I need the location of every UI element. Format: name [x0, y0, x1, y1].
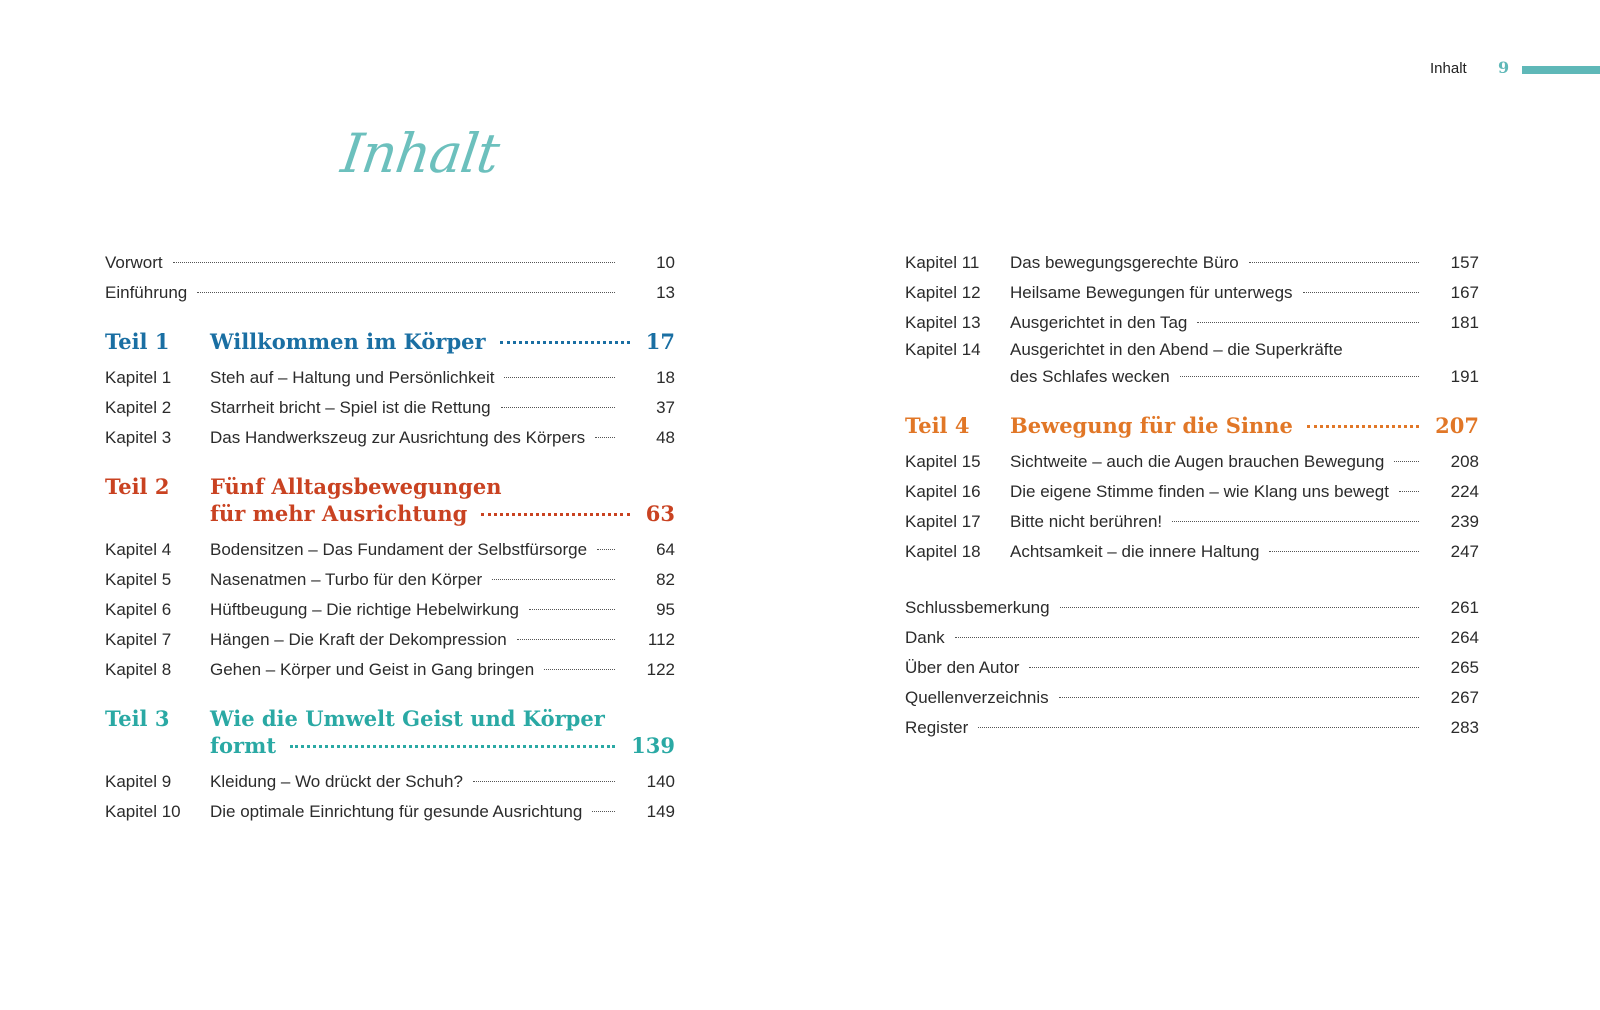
entry-page: 261 [1450, 598, 1479, 617]
chapter-page: 95 [656, 600, 675, 619]
toc-entry-schlussbemerkung[interactable] [905, 593, 1479, 623]
part-page: 207 [1435, 413, 1479, 438]
chapter-label: Kapitel 10 [105, 802, 181, 821]
dot-leader [595, 436, 615, 438]
dot-leader [1180, 375, 1419, 377]
chapter-title: Die optimale Einrichtung für gesunde Ausrichtung [210, 802, 583, 821]
toc-part-2[interactable] [105, 473, 675, 527]
part-title: Bewegung für die Sinne [1010, 413, 1293, 438]
chapter-title-line1: Ausgerichtet in den Abend – die Superkräfte [1010, 340, 1343, 359]
toc-chapter-15[interactable] [905, 447, 1479, 477]
toc-chapter-17[interactable] [905, 507, 1479, 537]
chapter-page: 149 [646, 802, 675, 821]
chapter-label: Kapitel 16 [905, 482, 981, 501]
dot-leader [1060, 606, 1419, 608]
toc-chapter-6[interactable] [105, 595, 675, 625]
dot-leader [955, 636, 1419, 638]
chapter-page: 18 [656, 368, 675, 387]
toc-part-1[interactable] [105, 328, 675, 355]
entry-label: Vorwort [105, 253, 163, 272]
toc-entry-quellenverzeichnis[interactable] [905, 683, 1479, 713]
chapter-label: Kapitel 12 [905, 283, 981, 302]
toc-chapter-11[interactable] [905, 248, 1479, 278]
toc-entry-einfuehrung[interactable] [105, 278, 675, 308]
toc-chapter-18[interactable] [905, 537, 1479, 567]
part-title: Willkommen im Körper [210, 329, 486, 354]
chapter-page: 239 [1450, 512, 1479, 531]
dot-leader [517, 638, 615, 640]
chapter-label: Kapitel 3 [105, 428, 172, 447]
toc-chapter-5[interactable] [105, 565, 675, 595]
chapter-title: Hängen – Die Kraft der Dekompression [210, 630, 507, 649]
chapter-label: Kapitel 14 [905, 340, 981, 359]
dot-leader [1172, 520, 1419, 522]
entry-page: 283 [1450, 718, 1479, 737]
part-page: 63 [645, 501, 675, 526]
entry-label: Dank [905, 628, 945, 647]
dot-leader [492, 578, 615, 580]
chapter-label: Kapitel 13 [905, 313, 981, 332]
chapter-title: Hüftbeugung – Die richtige Hebelwirkung [210, 600, 520, 619]
page-title: Inhalt [337, 122, 503, 185]
chapter-title: Die eigene Stimme finden – wie Klang uns bewegt [1010, 482, 1389, 501]
chapter-label: Kapitel 17 [905, 512, 981, 531]
chapter-label: Kapitel 6 [105, 600, 172, 619]
chapter-title: Starrheit bricht – Spiel ist die Rettung [210, 398, 491, 417]
chapter-title: Gehen – Körper und Geist in Gang bringen [210, 660, 535, 679]
chapter-label: Kapitel 9 [105, 772, 172, 791]
part-page: 17 [645, 329, 675, 354]
chapter-title: Steh auf – Haltung und Persönlichkeit [210, 368, 495, 387]
chapter-title: Sichtweite – auch die Augen brauchen Bewegung [1010, 452, 1385, 471]
dot-leader [1307, 425, 1419, 428]
toc-chapter-12[interactable] [905, 278, 1479, 308]
toc-right-column [905, 248, 1479, 743]
chapter-title: Das Handwerkszeug zur Ausrichtung des Körpers [210, 428, 586, 447]
running-head: Inhalt [1430, 60, 1467, 77]
toc-chapter-2[interactable] [105, 393, 675, 423]
toc-entry-ueber-den-autor[interactable] [905, 653, 1479, 683]
chapter-label: Kapitel 7 [105, 630, 172, 649]
toc-entry-register[interactable] [905, 713, 1479, 743]
chapter-title: Kleidung – Wo drückt der Schuh? [210, 772, 463, 791]
toc-chapter-14[interactable] [905, 338, 1479, 392]
chapter-label: Kapitel 1 [105, 368, 172, 387]
dot-leader [978, 726, 1419, 728]
chapter-title: Heilsame Bewegungen für unterwegs [1010, 283, 1293, 302]
chapter-title: Bodensitzen – Das Fundament der Selbstfürsorge [210, 540, 588, 559]
entry-label: Über den Autor [905, 658, 1020, 677]
part-label: Teil 1 [105, 329, 170, 354]
dot-leader [1399, 490, 1419, 492]
toc-chapter-7[interactable] [105, 625, 675, 655]
chapter-label: Kapitel 15 [905, 452, 981, 471]
part-title-line2: formt [210, 733, 277, 758]
chapter-page: 208 [1450, 452, 1479, 471]
part-label: Teil 3 [105, 706, 170, 731]
chapter-title: Nasenatmen – Turbo für den Körper [210, 570, 483, 589]
toc-chapter-16[interactable] [905, 477, 1479, 507]
toc-entry-dank[interactable] [905, 623, 1479, 653]
dot-leader [1269, 550, 1419, 552]
dot-leader [544, 668, 615, 670]
chapter-label: Kapitel 2 [105, 398, 172, 417]
chapter-title: Achtsamkeit – die innere Haltung [1010, 542, 1260, 561]
chapter-page: 167 [1450, 283, 1479, 302]
dot-leader [592, 810, 615, 812]
toc-chapter-13[interactable] [905, 308, 1479, 338]
toc-chapter-1[interactable] [105, 363, 675, 393]
chapter-label: Kapitel 18 [905, 542, 981, 561]
entry-label: Schlussbemerkung [905, 598, 1050, 617]
dot-leader [504, 376, 615, 378]
entry-page: 264 [1450, 628, 1479, 647]
toc-chapter-10[interactable] [105, 797, 675, 827]
chapter-label: Kapitel 11 [905, 253, 980, 272]
part-title-line1: Wie die Umwelt Geist und Körper [210, 706, 605, 731]
chapter-page: 37 [656, 398, 675, 417]
toc-left-column [105, 248, 675, 827]
chapter-page: 247 [1450, 542, 1479, 561]
entry-page: 267 [1450, 688, 1479, 707]
toc-entry-vorwort[interactable] [105, 248, 675, 278]
part-title-line1: Fünf Alltagsbewegungen [210, 474, 502, 499]
chapter-title: Das bewegungsgerechte Büro [1010, 253, 1239, 272]
entry-page: 10 [656, 253, 675, 272]
dot-leader [500, 341, 630, 344]
part-page: 139 [631, 733, 675, 758]
dot-leader [1029, 666, 1419, 668]
chapter-page: 82 [656, 570, 675, 589]
chapter-page: 112 [647, 630, 675, 649]
page-number: 9 [1498, 58, 1510, 77]
chapter-page: 64 [656, 540, 675, 559]
chapter-page: 48 [656, 428, 675, 447]
dot-leader [1249, 261, 1419, 263]
dot-leader [1394, 460, 1419, 462]
chapter-page: 122 [646, 660, 675, 679]
dot-leader [1197, 321, 1419, 323]
toc-chapter-8[interactable] [105, 655, 675, 685]
part-title-line2: für mehr Ausrichtung [210, 501, 468, 526]
entry-label: Register [905, 718, 969, 737]
dot-leader [290, 745, 615, 748]
chapter-title-line2: des Schlafes wecken [1010, 367, 1170, 386]
toc-chapter-9[interactable] [105, 767, 675, 797]
toc-part-4[interactable] [905, 412, 1479, 439]
chapter-page: 157 [1450, 253, 1479, 272]
dot-leader [197, 291, 615, 293]
dot-leader [481, 513, 629, 516]
dot-leader [173, 261, 615, 263]
part-label: Teil 4 [905, 413, 970, 438]
chapter-page: 140 [646, 772, 675, 791]
entry-page: 265 [1450, 658, 1479, 677]
entry-label: Quellenverzeichnis [905, 688, 1049, 707]
dot-leader [529, 608, 615, 610]
dot-leader [597, 548, 615, 550]
chapter-page: 224 [1450, 482, 1479, 501]
part-label: Teil 2 [105, 474, 170, 499]
dot-leader [1059, 696, 1419, 698]
chapter-page: 181 [1450, 313, 1479, 332]
dot-leader [501, 406, 615, 408]
entry-label: Einführung [105, 283, 188, 302]
chapter-label: Kapitel 5 [105, 570, 172, 589]
dot-leader [1303, 291, 1419, 293]
chapter-title: Bitte nicht berühren! [1010, 512, 1163, 531]
dot-leader [473, 780, 615, 782]
chapter-label: Kapitel 8 [105, 660, 172, 679]
toc-chapter-3[interactable] [105, 423, 675, 453]
spacer [905, 567, 1479, 593]
toc-part-3[interactable] [105, 705, 675, 759]
entry-page: 13 [656, 283, 675, 302]
accent-bar [1522, 66, 1600, 74]
chapter-page: 191 [1450, 367, 1479, 386]
chapter-label: Kapitel 4 [105, 540, 172, 559]
toc-chapter-4[interactable] [105, 535, 675, 565]
chapter-title: Ausgerichtet in den Tag [1010, 313, 1188, 332]
